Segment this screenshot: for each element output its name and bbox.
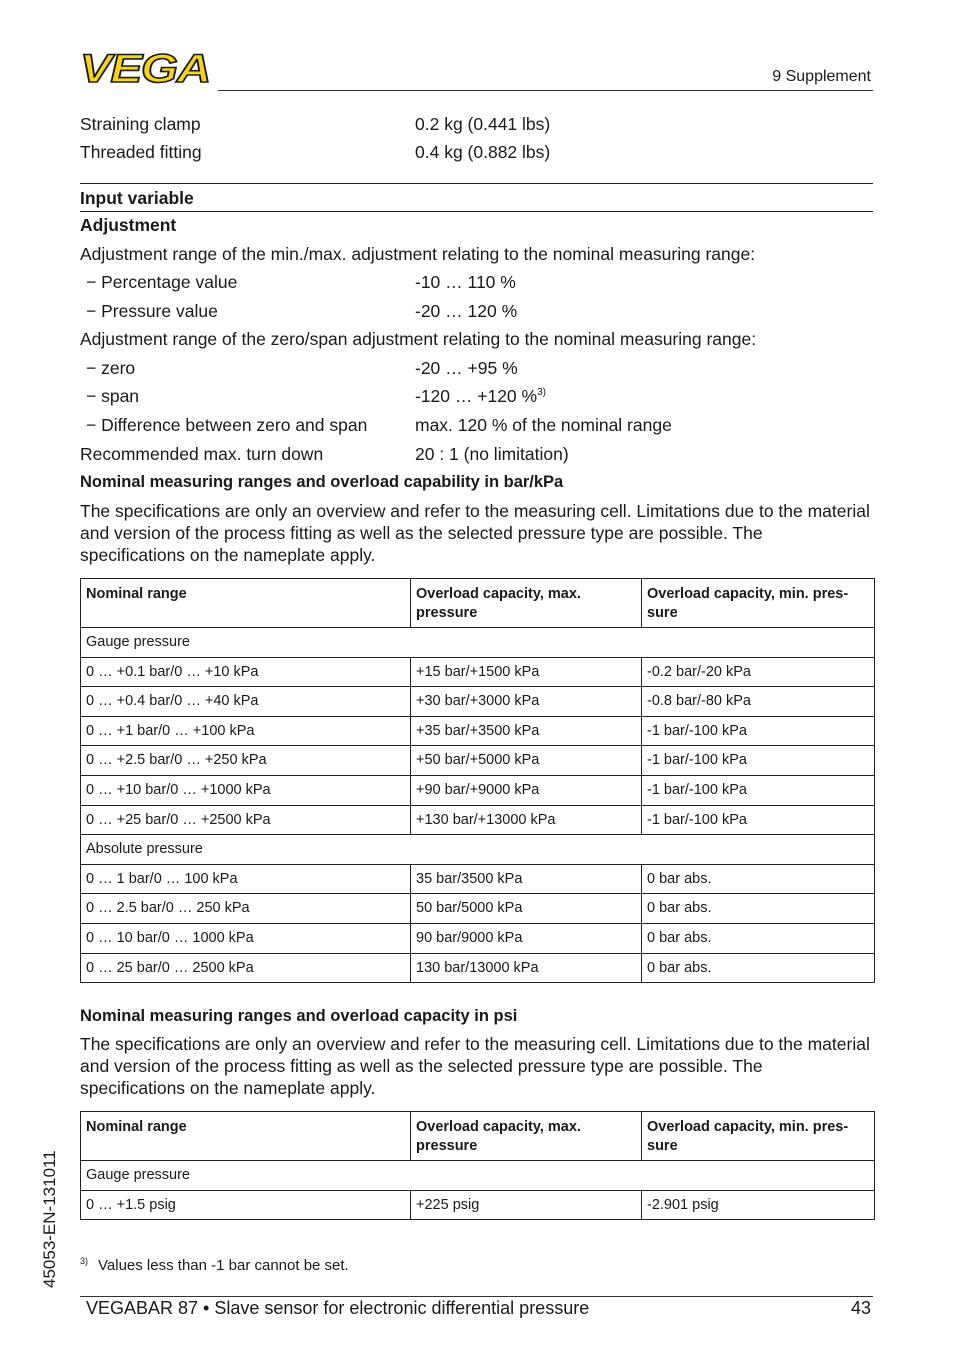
list-item-pressure: − Pressure value bbox=[86, 301, 218, 321]
table-row bbox=[81, 716, 875, 746]
list-item-span: − span bbox=[86, 386, 140, 406]
turndown-label: Recommended max. turn down bbox=[80, 444, 324, 464]
table-header-row bbox=[81, 1112, 875, 1161]
cell: 0 … +0.4 bar/0 … +40 kPa bbox=[81, 687, 411, 717]
weight-value-threaded: 0.4 kg (0.882 lbs) bbox=[415, 142, 551, 162]
page-number: 43 bbox=[850, 1298, 871, 1318]
section-heading-input-variable: Input variable bbox=[80, 188, 194, 208]
footnote-text: Values less than -1 bar cannot be set. bbox=[98, 1257, 349, 1274]
cell: 0 … +25 bar/0 … +2500 kPa bbox=[81, 805, 411, 835]
col-header-max: Overload capacity, max. pressure bbox=[411, 579, 642, 628]
group-label: Gauge pressure bbox=[81, 628, 875, 658]
cell: 50 bar/5000 kPa bbox=[411, 894, 642, 924]
table-row bbox=[81, 894, 875, 924]
header-divider bbox=[218, 90, 873, 91]
value-span: -120 … +120 %$^{3)}$ bbox=[415, 386, 546, 406]
weight-value-clamp: 0.2 kg (0.441 lbs) bbox=[415, 114, 551, 134]
group-row-absolute bbox=[81, 835, 875, 865]
group-label: Gauge pressure bbox=[81, 1161, 875, 1191]
cell: +15 bar/+1500 kPa bbox=[411, 657, 642, 687]
col-header-min: Overload capacity, min. pres- sure bbox=[642, 579, 875, 628]
table-row bbox=[81, 953, 875, 983]
intro-psi: The specifications are only an overview and refer to the measuring cell. Limitations due to the material and version of the process fitting as well as the selected pressure type are possible. The specifications on the nameplate apply. bbox=[80, 1034, 870, 1098]
table-row bbox=[81, 805, 875, 835]
section-label: 9 Supplement bbox=[772, 68, 871, 85]
cell: -2.901 psig bbox=[642, 1190, 875, 1220]
table-row bbox=[81, 775, 875, 805]
value-pressure: -20 … 120 % bbox=[415, 301, 518, 321]
cell: 0 … +10 bar/0 … +1000 kPa bbox=[81, 775, 411, 805]
group-label: Absolute pressure bbox=[81, 835, 875, 865]
cell: 0 … +1.5 psig bbox=[81, 1190, 411, 1220]
cell: 90 bar/9000 kPa bbox=[411, 923, 642, 953]
intro-bar-kpa: The specifications are only an overview and refer to the measuring cell. Limitations due to the material and version of the process fitting as well as the selected pressure type are possible. The specifications on the nameplate apply. bbox=[80, 501, 870, 565]
cell: +90 bar/+9000 kPa bbox=[411, 775, 642, 805]
table-row bbox=[81, 746, 875, 776]
cell: 35 bar/3500 kPa bbox=[411, 864, 642, 894]
table-bar-kpa bbox=[80, 578, 875, 983]
cell: 0 … +2.5 bar/0 … +250 kPa bbox=[81, 746, 411, 776]
footnote bbox=[80, 1256, 349, 1274]
cell: 130 bar/13000 kPa bbox=[411, 953, 642, 983]
cell: 0 … 1 bar/0 … 100 kPa bbox=[81, 864, 411, 894]
cell: 0 … 25 bar/0 … 2500 kPa bbox=[81, 953, 411, 983]
cell: +30 bar/+3000 kPa bbox=[411, 687, 642, 717]
col-header-max: Overload capacity, max. pressure bbox=[411, 1112, 642, 1161]
vega-logo bbox=[80, 50, 212, 86]
value-percentage: -10 … 110 % bbox=[415, 272, 516, 292]
cell: 0 … 2.5 bar/0 … 250 kPa bbox=[81, 894, 411, 924]
list-item-zero: − zero bbox=[86, 358, 136, 378]
col-header-nominal: Nominal range bbox=[81, 1112, 411, 1161]
cell: +225 psig bbox=[411, 1190, 642, 1220]
cell: +50 bar/+5000 kPa bbox=[411, 746, 642, 776]
cell: 0 … +0.1 bar/0 … +10 kPa bbox=[81, 657, 411, 687]
table-row bbox=[81, 687, 875, 717]
list-item-difference: − Difference between zero and span bbox=[86, 415, 368, 435]
footer-divider bbox=[80, 1296, 873, 1297]
table-header-row bbox=[81, 579, 875, 628]
cell: -0.2 bar/-20 kPa bbox=[642, 657, 875, 687]
cell: 0 bar abs. bbox=[642, 864, 875, 894]
cell: 0 bar abs. bbox=[642, 894, 875, 924]
col-header-nominal: Nominal range bbox=[81, 579, 411, 628]
logo-text: VEGA bbox=[80, 50, 210, 86]
cell: -1 bar/-100 kPa bbox=[642, 805, 875, 835]
cell: -0.8 bar/-80 kPa bbox=[642, 687, 875, 717]
table-row bbox=[81, 923, 875, 953]
footnote-ref: 3) bbox=[537, 387, 546, 399]
cell: +35 bar/+3500 kPa bbox=[411, 716, 642, 746]
cell: 0 bar abs. bbox=[642, 923, 875, 953]
cell: 0 … 10 bar/0 … 1000 kPa bbox=[81, 923, 411, 953]
turndown-value: 20 : 1 (no limitation) bbox=[415, 444, 569, 464]
section-rule-top bbox=[80, 183, 873, 184]
table-row bbox=[81, 657, 875, 687]
cell: 0 bar abs. bbox=[642, 953, 875, 983]
subheading-adjustment: Adjustment bbox=[80, 215, 177, 235]
footer-title: VEGABAR 87 • Slave sensor for electronic differential pressure bbox=[86, 1298, 590, 1318]
cell: -1 bar/-100 kPa bbox=[642, 716, 875, 746]
heading-psi: Nominal measuring ranges and overload capacity in psi bbox=[80, 1007, 518, 1025]
section-rule-bottom bbox=[80, 211, 873, 212]
cell: -1 bar/-100 kPa bbox=[642, 775, 875, 805]
table-row bbox=[81, 864, 875, 894]
zerospan-intro: Adjustment range of the zero/span adjustment relating to the nominal measuring range: bbox=[80, 329, 757, 349]
value-difference: max. 120 % of the nominal range bbox=[415, 415, 672, 435]
heading-bar-kpa: Nominal measuring ranges and overload capability in bar/kPa bbox=[80, 473, 564, 491]
cell: -1 bar/-100 kPa bbox=[642, 746, 875, 776]
table-psi bbox=[80, 1111, 875, 1220]
cell: +130 bar/+13000 kPa bbox=[411, 805, 642, 835]
value-zero: -20 … +95 % bbox=[415, 358, 518, 378]
footnote-mark: 3) bbox=[80, 1256, 89, 1266]
weight-label-clamp: Straining clamp bbox=[80, 114, 201, 134]
col-header-min: Overload capacity, min. pres- sure bbox=[642, 1112, 875, 1161]
weight-label-threaded: Threaded fitting bbox=[80, 142, 202, 162]
minmax-intro: Adjustment range of the min./max. adjustment relating to the nominal measuring range: bbox=[80, 244, 756, 264]
group-row-gauge bbox=[81, 628, 875, 658]
cell: 0 … +1 bar/0 … +100 kPa bbox=[81, 716, 411, 746]
document-id: 45053-EN-131011 bbox=[40, 1150, 59, 1288]
list-item-percentage: − Percentage value bbox=[86, 272, 238, 292]
table-row bbox=[81, 1190, 875, 1220]
group-row-gauge bbox=[81, 1161, 875, 1191]
